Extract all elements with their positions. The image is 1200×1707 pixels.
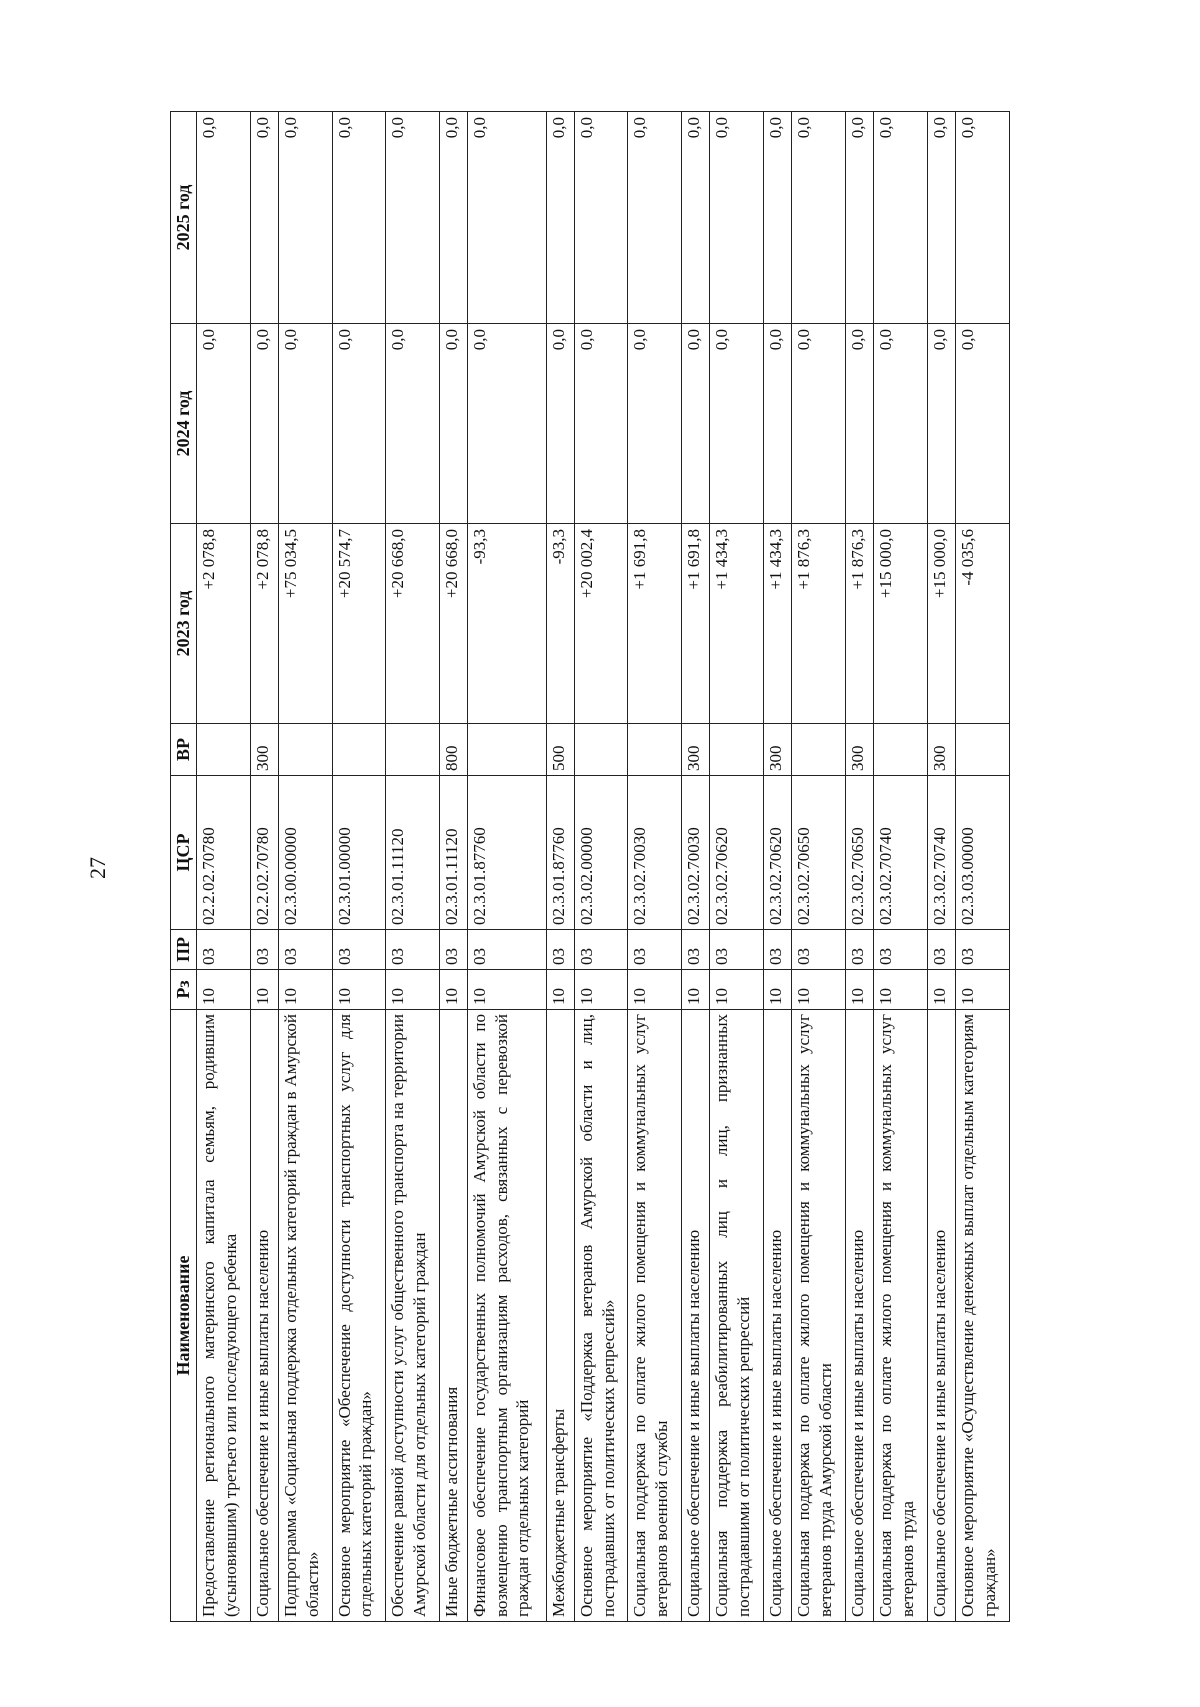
cell-2024: 0,0 [250, 324, 278, 524]
cell-name: Социальное обеспечение и иные выплаты населению [250, 1010, 278, 1622]
cell-vr: 800 [439, 724, 467, 776]
cell-name: Основное мероприятие «Поддержка ветеранов Амурской области и лиц, пострадавших от политических репрессий» [574, 1010, 628, 1622]
cell-rz: 10 [927, 970, 955, 1010]
cell-vr: 300 [845, 724, 873, 776]
cell-vr [197, 724, 251, 776]
cell-2023: +2 078,8 [250, 524, 278, 724]
cell-name: Финансовое обеспечение государственных полномочий Амурской области по возмещению транспортным организациям расходов, связанных с перевозкой граждан отдельных категорий [467, 1010, 546, 1622]
cell-csr: 02.3.02.00000 [574, 776, 628, 930]
cell-2024: 0,0 [197, 324, 251, 524]
cell-name: Подпрограмма «Социальная поддержка отдельных категорий граждан в Амурской области» [279, 1010, 333, 1622]
cell-vr: 300 [927, 724, 955, 776]
cell-2023: +1 434,3 [763, 524, 791, 724]
cell-vr: 500 [546, 724, 574, 776]
table-row [927, 112, 955, 1622]
cell-rz: 10 [467, 970, 546, 1010]
cell-2025: 0,0 [197, 112, 251, 324]
cell-pr: 03 [574, 930, 628, 970]
cell-rz: 10 [792, 970, 846, 1010]
table-body [197, 112, 1010, 1622]
cell-csr: 02.3.02.70740 [874, 776, 928, 930]
cell-2023: -93,3 [546, 524, 574, 724]
cell-rz: 10 [681, 970, 709, 1010]
cell-pr: 03 [681, 930, 709, 970]
cell-2025: 0,0 [574, 112, 628, 324]
cell-2025: 0,0 [279, 112, 333, 324]
cell-2024: 0,0 [792, 324, 846, 524]
cell-name: Социальная поддержка реабилитированных лиц и лиц, признанных пострадавшими от политических репрессий [710, 1010, 764, 1622]
cell-vr [467, 724, 546, 776]
cell-rz: 10 [546, 970, 574, 1010]
cell-2024: 0,0 [763, 324, 791, 524]
cell-pr: 03 [710, 930, 764, 970]
cell-2025: 0,0 [792, 112, 846, 324]
table-row [845, 112, 873, 1622]
cell-vr [874, 724, 928, 776]
cell-name: Предоставление регионального материнского капитала семьям, родившим (усыновившим) третьего или последующего ребенка [197, 1010, 251, 1622]
cell-name: Основное мероприятие «Осуществление денежных выплат отдельным категориям граждан» [956, 1010, 1010, 1622]
cell-pr: 03 [628, 930, 682, 970]
cell-rz: 10 [874, 970, 928, 1010]
cell-rz: 10 [710, 970, 764, 1010]
cell-rz: 10 [197, 970, 251, 1010]
cell-2025: 0,0 [332, 112, 386, 324]
cell-csr: 02.3.01.87760 [467, 776, 546, 930]
table-row [710, 112, 764, 1622]
cell-2023: +1 691,8 [681, 524, 709, 724]
cell-vr [574, 724, 628, 776]
cell-2024: 0,0 [956, 324, 1010, 524]
cell-name: Основное мероприятие «Обеспечение доступности транспортных услуг для отдельных категорий граждан» [332, 1010, 386, 1622]
cell-vr [628, 724, 682, 776]
cell-vr: 300 [763, 724, 791, 776]
cell-2025: 0,0 [927, 112, 955, 324]
cell-2024: 0,0 [681, 324, 709, 524]
cell-name: Социальное обеспечение и иные выплаты населению [927, 1010, 955, 1622]
header-2025: 2025 год [171, 112, 197, 324]
cell-name: Социальная поддержка по оплате жилого помещения и коммунальных услуг ветеранов труда [874, 1010, 928, 1622]
cell-vr: 300 [250, 724, 278, 776]
table-row [546, 112, 574, 1622]
cell-pr: 03 [332, 930, 386, 970]
cell-vr [792, 724, 846, 776]
header-rz: Рз [171, 970, 197, 1010]
cell-2025: 0,0 [763, 112, 791, 324]
cell-name: Межбюджетные трансферты [546, 1010, 574, 1622]
cell-pr: 03 [874, 930, 928, 970]
cell-2023: +1 434,3 [710, 524, 764, 724]
cell-csr: 02.3.01.11120 [386, 776, 440, 930]
table-row [386, 112, 440, 1622]
cell-2023: +20 002,4 [574, 524, 628, 724]
cell-name: Социальное обеспечение и иные выплаты населению [681, 1010, 709, 1622]
cell-2024: 0,0 [546, 324, 574, 524]
table-row [574, 112, 628, 1622]
cell-vr [710, 724, 764, 776]
cell-2024: 0,0 [574, 324, 628, 524]
cell-2023: +20 574,7 [332, 524, 386, 724]
cell-2023: +75 034,5 [279, 524, 333, 724]
cell-rz: 10 [386, 970, 440, 1010]
cell-2025: 0,0 [845, 112, 873, 324]
cell-2023: -93,3 [467, 524, 546, 724]
cell-2024: 0,0 [710, 324, 764, 524]
cell-2025: 0,0 [681, 112, 709, 324]
cell-csr: 02.3.02.70620 [763, 776, 791, 930]
table-row [681, 112, 709, 1622]
cell-pr: 03 [197, 930, 251, 970]
table-row [197, 112, 251, 1622]
table-row [332, 112, 386, 1622]
cell-2024: 0,0 [628, 324, 682, 524]
cell-name: Социальное обеспечение и иные выплаты населению [845, 1010, 873, 1622]
cell-rz: 10 [574, 970, 628, 1010]
cell-csr: 02.3.03.00000 [956, 776, 1010, 930]
cell-name: Социальная поддержка по оплате жилого помещения и коммунальных услуг ветеранов военной службы [628, 1010, 682, 1622]
table-row [439, 112, 467, 1622]
cell-pr: 03 [467, 930, 546, 970]
cell-2023: +20 668,0 [439, 524, 467, 724]
cell-2025: 0,0 [386, 112, 440, 324]
cell-vr [386, 724, 440, 776]
cell-csr: 02.3.02.70620 [710, 776, 764, 930]
cell-csr: 02.3.02.70650 [792, 776, 846, 930]
cell-2024: 0,0 [332, 324, 386, 524]
cell-2023: +2 078,8 [197, 524, 251, 724]
cell-name: Социальная поддержка по оплате жилого помещения и коммунальных услуг ветеранов труда Амурской области [792, 1010, 846, 1622]
cell-pr: 03 [439, 930, 467, 970]
cell-pr: 03 [792, 930, 846, 970]
cell-2025: 0,0 [710, 112, 764, 324]
cell-2024: 0,0 [279, 324, 333, 524]
table-row [279, 112, 333, 1622]
cell-rz: 10 [956, 970, 1010, 1010]
cell-2025: 0,0 [956, 112, 1010, 324]
cell-2025: 0,0 [439, 112, 467, 324]
page-number: 27 [85, 857, 110, 879]
cell-pr: 03 [546, 930, 574, 970]
cell-csr: 02.3.02.70030 [628, 776, 682, 930]
cell-vr [279, 724, 333, 776]
cell-vr [332, 724, 386, 776]
cell-rz: 10 [250, 970, 278, 1010]
table-row [792, 112, 846, 1622]
cell-csr: 02.2.02.70780 [197, 776, 251, 930]
cell-csr: 02.3.01.11120 [439, 776, 467, 930]
table-row [467, 112, 546, 1622]
cell-vr: 300 [681, 724, 709, 776]
cell-csr: 02.3.02.70650 [845, 776, 873, 930]
cell-rz: 10 [763, 970, 791, 1010]
cell-vr [956, 724, 1010, 776]
cell-2025: 0,0 [628, 112, 682, 324]
cell-pr: 03 [386, 930, 440, 970]
header-csr: ЦСР [171, 776, 197, 930]
cell-2025: 0,0 [546, 112, 574, 324]
cell-2024: 0,0 [927, 324, 955, 524]
cell-csr: 02.3.02.70740 [927, 776, 955, 930]
cell-pr: 03 [279, 930, 333, 970]
cell-csr: 02.3.01.87760 [546, 776, 574, 930]
cell-2024: 0,0 [467, 324, 546, 524]
cell-2023: +20 668,0 [386, 524, 440, 724]
header-pr: ПР [171, 930, 197, 970]
cell-csr: 02.3.00.00000 [279, 776, 333, 930]
cell-2024: 0,0 [386, 324, 440, 524]
cell-pr: 03 [956, 930, 1010, 970]
header-2024: 2024 год [171, 324, 197, 524]
cell-pr: 03 [927, 930, 955, 970]
table-row [874, 112, 928, 1622]
table-row [250, 112, 278, 1622]
cell-pr: 03 [763, 930, 791, 970]
cell-name: Социальное обеспечение и иные выплаты населению [763, 1010, 791, 1622]
cell-2023: +15 000,0 [927, 524, 955, 724]
cell-rz: 10 [279, 970, 333, 1010]
cell-csr: 02.3.02.70030 [681, 776, 709, 930]
cell-2024: 0,0 [845, 324, 873, 524]
cell-rz: 10 [439, 970, 467, 1010]
table-header-row [171, 112, 197, 1622]
cell-2023: +1 691,8 [628, 524, 682, 724]
table-row [956, 112, 1010, 1622]
cell-2023: -4 035,6 [956, 524, 1010, 724]
header-name: Наименование [171, 1010, 197, 1622]
cell-csr: 02.3.01.00000 [332, 776, 386, 930]
cell-rz: 10 [332, 970, 386, 1010]
header-2023: 2023 год [171, 524, 197, 724]
cell-name: Обеспечение равной доступности услуг общественного транспорта на территории Амурской области для отдельных категорий граждан [386, 1010, 440, 1622]
cell-2025: 0,0 [250, 112, 278, 324]
cell-2023: +15 000,0 [874, 524, 928, 724]
cell-2025: 0,0 [874, 112, 928, 324]
cell-2025: 0,0 [467, 112, 546, 324]
cell-2023: +1 876,3 [792, 524, 846, 724]
header-vr: ВР [171, 724, 197, 776]
cell-2024: 0,0 [874, 324, 928, 524]
cell-rz: 10 [628, 970, 682, 1010]
cell-2023: +1 876,3 [845, 524, 873, 724]
cell-pr: 03 [845, 930, 873, 970]
table-row [628, 112, 682, 1622]
cell-pr: 03 [250, 930, 278, 970]
cell-csr: 02.2.02.70780 [250, 776, 278, 930]
cell-rz: 10 [845, 970, 873, 1010]
budget-table-container [170, 112, 1010, 1622]
cell-2024: 0,0 [439, 324, 467, 524]
cell-name: Иные бюджетные ассигнования [439, 1010, 467, 1622]
budget-table [170, 111, 1010, 1622]
table-row [763, 112, 791, 1622]
